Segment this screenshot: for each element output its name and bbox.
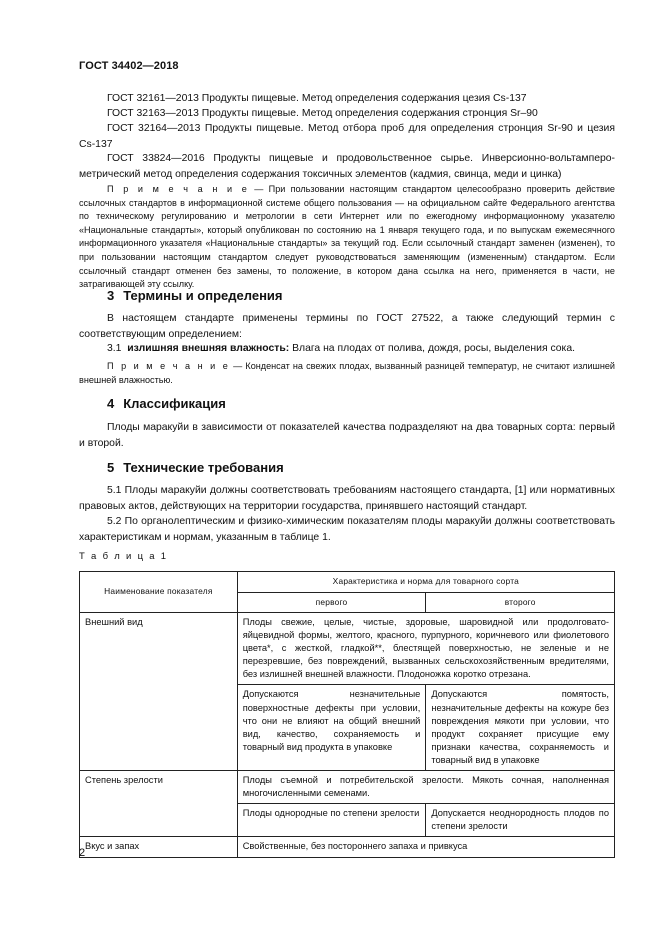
note-references: П р и м е ч а н и е — При пользовании настоящим стандартом целесообразно проверить действие ссылочных стандартов в информационной системе общего пользования — на официальном сайте Федерального агентства по техническому регулированию и метрологии в сети Интернет или по ежегодному информационному указателю «Национальные стандарты», который опубликован по состоянию на 1 января текущего года, и по выпускам ежемесячного информационного указателя «Национальные стандарты» за текущий год. Если ссылочный стандарт заменен (изменен), то при пользовании настоящим стандартом следует руководствоваться заменяющим (измененным) стандартом. Если ссылочный стандарт отменен без замены, то положение, в котором дана ссылка на него, применяется в части, не затрагивающей эту ссылку.: [79, 184, 615, 290]
header-first-grade: первого: [237, 593, 426, 613]
page-number: 2: [79, 847, 86, 859]
section-5-heading: 5 Технические требования: [107, 460, 284, 475]
appearance-first: Допускаются незначительные поверхностные дефекты при условии, что они не влияют на общий внешний вид, качество, сохраняемость и товарный вид продукта в упаковке: [237, 685, 426, 771]
taste-common: Свойственные, без постороннего запаха и привкуса: [237, 837, 614, 857]
table-header-row: [80, 572, 615, 593]
row-name-appearance: Внешний вид: [80, 613, 238, 771]
section-3-heading: 3 Термины и определения: [107, 288, 283, 303]
section-5-p2: 5.2 По органолептическим и физико-химическим показателям плоды маракуйи должны соответствовать характеристикам и нормам, указанным в таблице 1.: [79, 516, 615, 543]
reference-2: ГОСТ 32163—2013 Продукты пищевые. Метод определения содержания стронция Sr–90: [107, 108, 538, 119]
table-caption: Т а б л и ц а 1: [79, 551, 168, 562]
section-3-intro: В настоящем стандарте применены термины по ГОСТ 27522, а также следующий термин с соответствующим определением:: [79, 313, 615, 340]
document-header: ГОСТ 34402—2018: [79, 60, 179, 72]
header-indicator: Наименование показателя: [80, 572, 238, 613]
note-term: П р и м е ч а н и е — Конденсат на свежих плодах, вызванный разницей температур, не считают излишней внешней влажностью.: [79, 361, 615, 385]
reference-3: ГОСТ 32164—2013 Продукты пищевые. Метод отбора проб для определения стронция Sr-90 и цезия Cs-137: [79, 123, 615, 150]
table-row: [80, 771, 615, 804]
ripeness-common: Плоды съемной и потребительской зрелости. Мякоть сочная, наполненная многочисленными семенами.: [237, 771, 614, 804]
reference-4: ГОСТ 33824—2016 Продукты пищевые и продовольственное сырье. Инверсионно-вольтампеpо-метрический метод определения содержания токсичных элементов (кадмия, свинца, меди и цинка): [79, 153, 615, 180]
requirements-table: [79, 571, 615, 858]
row-name-taste: Вкус и запах: [80, 837, 238, 857]
term-definition: 3.1 излишняя внешняя влажность: Влага на плодах от полива, дождя, росы, выделения сока.: [107, 343, 576, 354]
header-group: Характеристика и норма для товарного сорта: [237, 572, 614, 593]
section-5-p1: 5.1 Плоды маракуйи должны соответствовать требованиям настоящего стандарта, [1] или нормативных правовых актов, действующих на территории государства, принявшего настоящий стандарт.: [79, 485, 615, 512]
header-second-grade: второго: [426, 593, 615, 613]
table-row: [80, 837, 615, 857]
section-4-heading: 4 Классификация: [107, 396, 226, 411]
appearance-second: Допускаются помятость, незначительные дефекты на кожуре без повреждения мякоти при условии, что продукт сохраняет присущие ему признаки качества, сохраняемость и товарный вид в упаковке: [426, 685, 615, 771]
row-name-ripeness: Степень зрелости: [80, 771, 238, 837]
section-4-text: Плоды маракуйи в зависимости от показателей качества подразделяют на два товарных сорта: первый и второй.: [79, 422, 615, 449]
ripeness-second: Допускается неоднородность плодов по степени зрелости: [426, 804, 615, 837]
table-row: [80, 613, 615, 685]
reference-1: ГОСТ 32161—2013 Продукты пищевые. Метод определения содержания цезия Cs-137: [107, 93, 527, 104]
appearance-common: Плоды свежие, целые, чистые, здоровые, шаровидной или продолговато-яйцевидной формы, желтого, красного, пурпурного, коричневого или фиолетового цвета*, с жесткой, гладкой**, блестящей поверхностью, не зеленые и не перезревшие, без повреждений, вызванных сельскохозяйственным вредителями, без излишней внешней влажности. Плодоножка коротко отрезана.: [237, 613, 614, 685]
ripeness-first: Плоды однородные по степени зрелости: [237, 804, 426, 837]
